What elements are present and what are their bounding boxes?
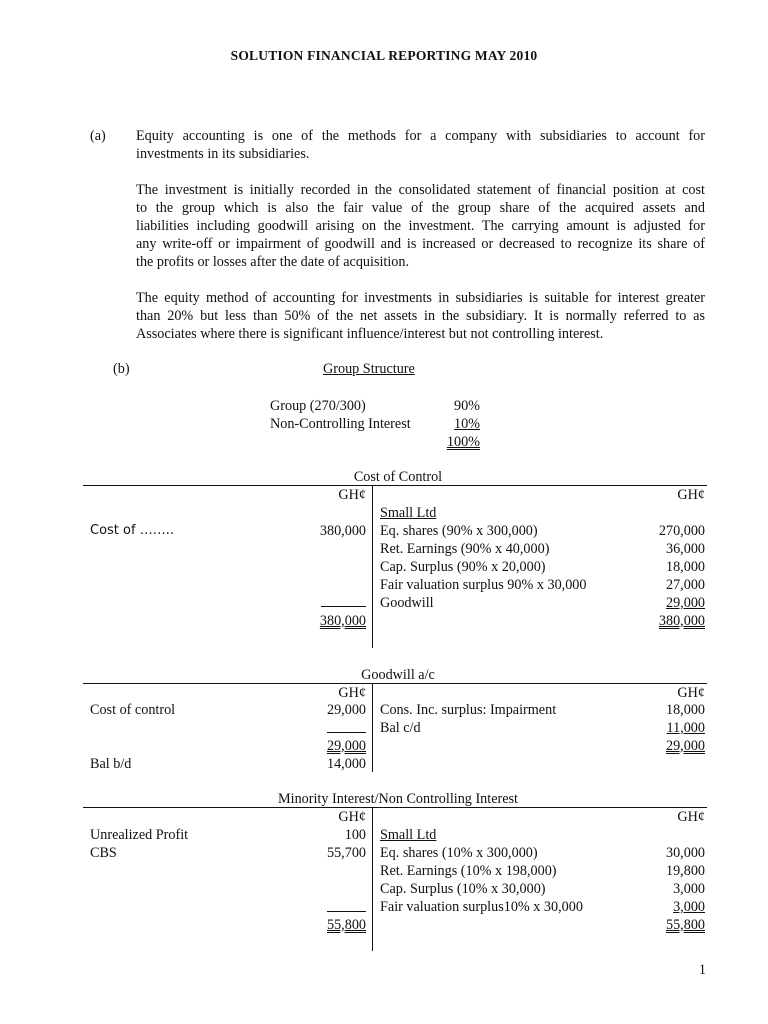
coc-currency-right: GH¢ bbox=[677, 487, 705, 503]
gw-row-amount: 11,000 bbox=[666, 720, 705, 736]
paragraph-2-line-1: The investment is initially recorded in the consolidated statement of financial position at cost bbox=[136, 182, 705, 198]
goodwill-divider bbox=[372, 684, 373, 772]
group-percent: 90% bbox=[453, 398, 480, 414]
gw-currency-left: GH¢ bbox=[338, 685, 366, 701]
total-percent: 100% bbox=[446, 434, 480, 450]
mi-currency-left: GH¢ bbox=[338, 809, 366, 825]
minority-top-rule bbox=[83, 807, 707, 808]
minority-divider bbox=[372, 808, 373, 951]
paragraph-1-line-2: investments in its subsidiaries. bbox=[136, 146, 310, 162]
coc-row-amount: 29,000 bbox=[665, 595, 705, 611]
gw-left-amount: 29,000 bbox=[326, 702, 366, 718]
gw-left-subtotal-rule bbox=[327, 732, 366, 733]
mi-left-total: 55,800 bbox=[326, 917, 366, 933]
gw-left-total: 29,000 bbox=[326, 738, 366, 754]
mi-row-label: Ret. Earnings (10% x 198,000) bbox=[380, 863, 557, 879]
gw-bal-bd-label: Bal b/d bbox=[90, 756, 132, 772]
paragraph-2-line-5: the profits or losses after the date of acquisition. bbox=[136, 254, 410, 270]
group-label: Group (270/300) bbox=[270, 398, 366, 414]
mi-right-total: 55,800 bbox=[665, 917, 705, 933]
coc-left-total: 380,000 bbox=[319, 613, 366, 629]
mi-row-label: Eq. shares (10% x 300,000) bbox=[380, 845, 538, 861]
coc-row-label: Goodwill bbox=[380, 595, 434, 611]
coc-row-label: Fair valuation surplus 90% x 30,000 bbox=[380, 577, 587, 593]
gw-right-total: 29,000 bbox=[665, 738, 705, 754]
coc-row-amount: 270,000 bbox=[658, 523, 705, 539]
coc-row-label: Eq. shares (90% x 300,000) bbox=[380, 523, 538, 539]
gw-bal-bd-amount: 14,000 bbox=[326, 756, 366, 772]
cost-of-control-top-rule bbox=[83, 485, 707, 486]
coc-row-amount: 27,000 bbox=[665, 577, 705, 593]
document-title: SOLUTION FINANCIAL REPORTING MAY 2010 bbox=[230, 48, 538, 63]
coc-right-total: 380,000 bbox=[658, 613, 705, 629]
cost-of-control-divider bbox=[372, 486, 373, 648]
mi-left-subtotal-rule bbox=[327, 911, 366, 912]
mi-row-label: Cap. Surplus (10% x 30,000) bbox=[380, 881, 546, 897]
coc-currency-left: GH¢ bbox=[338, 487, 366, 503]
coc-subsidiary-heading: Small Ltd bbox=[380, 505, 437, 521]
goodwill-top-rule bbox=[83, 683, 707, 684]
gw-row-label: Cons. Inc. surplus: Impairment bbox=[380, 702, 557, 718]
nci-percent: 10% bbox=[453, 416, 480, 432]
mi-left-label: CBS bbox=[90, 845, 117, 861]
mi-row-amount: 3,000 bbox=[673, 899, 705, 915]
coc-row-amount: 36,000 bbox=[665, 541, 705, 557]
gw-row-amount: 18,000 bbox=[665, 702, 705, 718]
paragraph-2-line-3: liabilities including goodwill arising on the investment. The carrying amount is adjusted for bbox=[136, 218, 705, 234]
coc-left-amount: 380,000 bbox=[319, 523, 366, 539]
mi-subsidiary-heading: Small Ltd bbox=[380, 827, 437, 843]
coc-left-subtotal-rule bbox=[321, 606, 366, 607]
coc-row-label: Cap. Surplus (90% x 20,000) bbox=[380, 559, 546, 575]
paragraph-3-line-1: The equity method of accounting for investments in subsidiaries is suitable for interest greater bbox=[136, 290, 705, 306]
paragraph-1-line-1: Equity accounting is one of the methods for a company with subsidiaries to account for bbox=[136, 128, 705, 144]
mi-left-amount: 100 bbox=[344, 827, 366, 843]
mi-currency-right: GH¢ bbox=[677, 809, 705, 825]
paragraph-3-line-3: Associates where there is significant influence/interest but not controlling interest. bbox=[136, 326, 604, 342]
mi-left-amount: 55,700 bbox=[326, 845, 366, 861]
coc-row-label: Ret. Earnings (90% x 40,000) bbox=[380, 541, 550, 557]
paragraph-2-line-2: to the group which is also the fair value of the group share of the acquired assets and bbox=[136, 200, 705, 216]
gw-currency-right: GH¢ bbox=[677, 685, 705, 701]
mi-left-label: Unrealized Profit bbox=[90, 827, 189, 843]
gw-row-label: Bal c/d bbox=[380, 720, 421, 736]
mi-row-amount: 3,000 bbox=[673, 881, 705, 897]
coc-left-label: Cost of …….. bbox=[90, 523, 174, 538]
part-a-marker: (a) bbox=[90, 128, 106, 144]
part-b-marker: (b) bbox=[113, 361, 130, 377]
goodwill-title: Goodwill a/c bbox=[361, 667, 435, 683]
cost-of-control-title: Cost of Control bbox=[353, 469, 443, 485]
mi-row-amount: 19,800 bbox=[665, 863, 705, 879]
paragraph-2-line-4: any write-off or impairment of goodwill and is increased or decreased to recognize its share of bbox=[136, 236, 705, 252]
coc-row-amount: 18,000 bbox=[665, 559, 705, 575]
group-structure-heading: Group Structure bbox=[323, 361, 415, 377]
paragraph-3-line-2: than 20% but less than 50% of the net assets in the subsidiary. It is normally referred to as bbox=[136, 308, 705, 324]
nci-label: Non-Controlling Interest bbox=[270, 416, 411, 432]
gw-left-label: Cost of control bbox=[90, 702, 176, 718]
mi-row-amount: 30,000 bbox=[665, 845, 705, 861]
mi-row-label: Fair valuation surplus10% x 30,000 bbox=[380, 899, 583, 915]
minority-title: Minority Interest/Non Controlling Interest bbox=[278, 791, 518, 807]
page-number: 1 bbox=[698, 962, 706, 978]
